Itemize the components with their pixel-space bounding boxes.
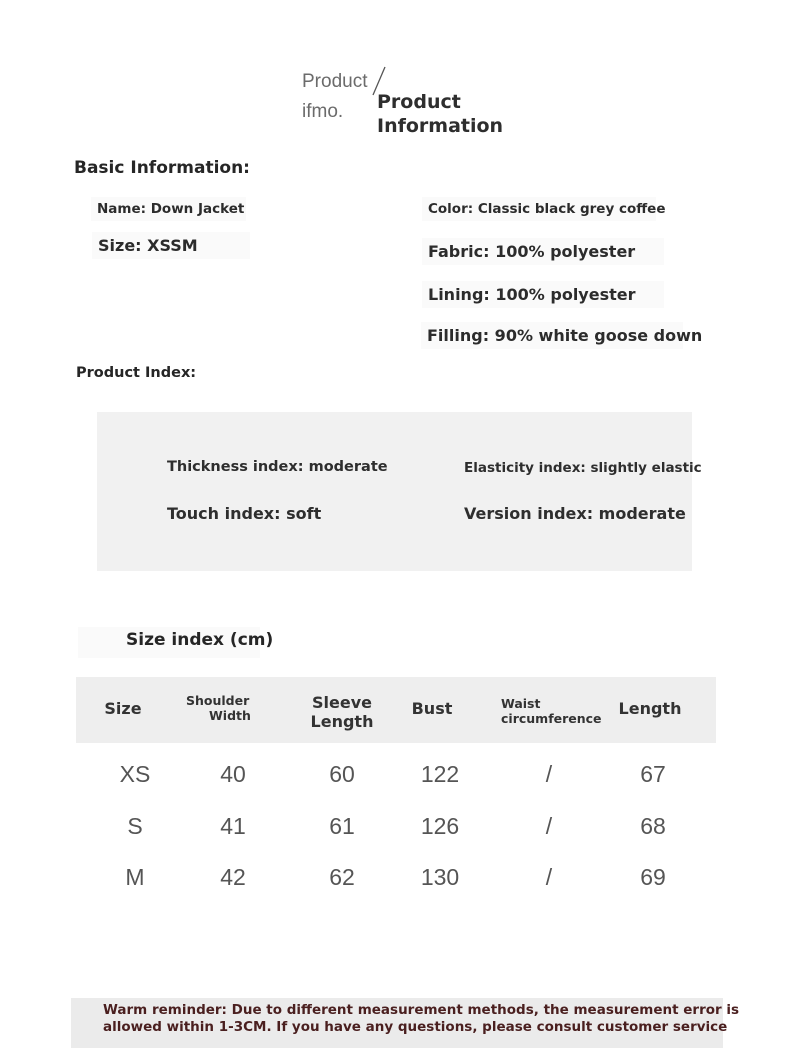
warm-reminder-line2: allowed within 1-3CM. If you have any questions, please consult customer service	[103, 1019, 728, 1035]
page-title-line2: Information	[377, 115, 504, 137]
table-cell: S	[127, 813, 143, 839]
basic-info-title: Basic Information:	[74, 158, 250, 178]
col-header-waist	[501, 696, 605, 726]
col-header-sleeve	[302, 693, 382, 731]
elasticity-index: Elasticity index: slightly elastic	[464, 460, 702, 476]
table-cell: 42	[220, 864, 246, 890]
thickness-index: Thickness index: moderate	[167, 459, 388, 475]
size-index-title: Size index (cm)	[126, 630, 274, 650]
version-index: Version index: moderate	[464, 504, 686, 523]
col-header-length: Length	[618, 699, 682, 718]
table-cell: 41	[220, 813, 246, 839]
table-cell: /	[545, 761, 553, 787]
table-cell: 68	[640, 813, 666, 839]
col-header-waist-line2: circumference	[501, 711, 602, 726]
col-header-bust: Bust	[411, 699, 453, 718]
product-index-title: Product Index:	[76, 365, 197, 381]
table-cell: 69	[640, 864, 666, 890]
table-cell: 122	[420, 761, 460, 787]
col-header-waist-line1: Waist	[501, 696, 541, 711]
col-header-size: Size	[104, 699, 142, 718]
info-lining: Lining: 100% polyester	[422, 281, 664, 308]
header-label-line2: ifmo.	[302, 101, 344, 122]
warm-reminder-text	[103, 1002, 739, 1036]
table-cell: 130	[420, 864, 460, 890]
info-fabric: Fabric: 100% polyester	[422, 238, 664, 265]
col-header-shoulder-line2: Width	[209, 708, 251, 723]
table-cell: 62	[329, 864, 355, 890]
table-cell: 61	[329, 813, 355, 839]
page-title-line1: Product	[377, 91, 461, 113]
col-header-shoulder-line1: Shoulder	[186, 693, 250, 708]
info-color: Color: Classic black grey coffee	[422, 197, 656, 221]
table-cell: 60	[329, 761, 355, 787]
info-name: Name: Down Jacket	[91, 197, 246, 221]
col-header-sleeve-line1: Sleeve	[312, 693, 372, 712]
table-cell: 126	[420, 813, 460, 839]
table-cell: 67	[640, 761, 666, 787]
table-cell: M	[125, 864, 145, 890]
col-header-sleeve-line2: Length	[310, 712, 374, 731]
table-cell: /	[545, 813, 553, 839]
header-label-line1: Product	[302, 71, 368, 92]
warm-reminder-banner	[71, 998, 740, 1048]
info-size: Size: XSSM	[92, 232, 250, 259]
table-cell: 40	[220, 761, 246, 787]
touch-index: Touch index: soft	[167, 504, 322, 523]
table-cell: /	[545, 864, 553, 890]
product-index-panel	[97, 412, 692, 571]
info-filling: Filling: 90% white goose down	[421, 322, 683, 349]
table-cell: XS	[119, 761, 151, 787]
size-table-header	[76, 677, 716, 743]
col-header-shoulder	[186, 693, 266, 723]
warm-reminder-line1: Warm reminder: Due to different measurement methods, the measurement error is	[103, 1002, 740, 1018]
